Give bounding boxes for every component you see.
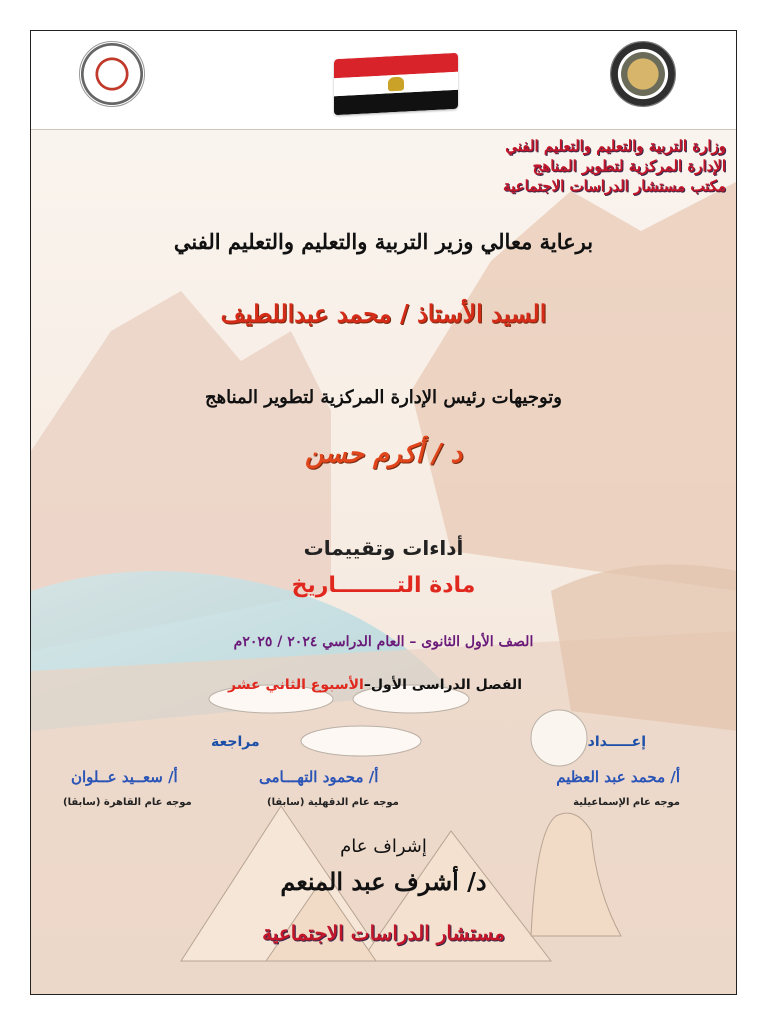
semester-label: الفصل الدراسى الأول–	[363, 677, 522, 693]
grade-year-line: الصف الأول الثانوى – العام الدراسي ٢٠٢٤ / ٢٠٢٥م	[233, 634, 534, 650]
subject-title: مادة التــــــــاريخ	[291, 573, 476, 598]
ministry-line: مكتب مستشار الدراسات الاجتماعية	[503, 177, 726, 195]
term-line	[228, 677, 522, 693]
central-head-name: د / أكرم حسن	[304, 439, 463, 469]
egypt-flag-icon	[334, 53, 458, 115]
reviewer-name: أ/ محمود التهـــامى	[259, 768, 379, 786]
prepared-label: إعـــــداد	[587, 734, 646, 750]
preparer-role: موجه عام الإسماعيلية	[573, 797, 680, 808]
minister-name: السيد الأستاذ / محمد عبداللطيف	[220, 299, 547, 328]
ministry-line: وزارة التربية والتعليم والتعليم الفني	[505, 137, 726, 155]
header-divider	[31, 129, 736, 130]
supervisor-name: د/ أشرف عبد المنعم	[280, 867, 487, 896]
reviewer-role: موجه عام القاهرة (سابقا)	[63, 797, 192, 808]
preparer-name: أ/ محمد عبد العظيم	[556, 768, 680, 786]
document-page	[30, 30, 737, 995]
patronage-line: برعاية معالي وزير التربية والتعليم والتعليم الفني	[173, 229, 594, 254]
advisor-title: مستشار الدراسات الاجتماعية	[262, 921, 505, 945]
week-label: الأسبوع الثاني عشر	[228, 677, 364, 693]
supervision-label: إشراف عام	[340, 836, 427, 857]
review-label: مراجعة	[211, 734, 260, 750]
reviewer-role: موجه عام الدقهلية (سابقا)	[267, 797, 399, 808]
ministry-block	[503, 136, 726, 196]
ministry-seal-logo	[610, 41, 676, 107]
ccmd-logo	[79, 41, 145, 107]
document-title: أداءات وتقييمات	[303, 536, 464, 560]
reviewer-name: أ/ سعــيد عــلوان	[71, 768, 178, 786]
directions-line: وتوجيهات رئيس الإدارة المركزية لتطوير المناهج	[205, 387, 562, 408]
ministry-line: الإدارة المركزية لتطوير المناهج	[532, 157, 726, 175]
